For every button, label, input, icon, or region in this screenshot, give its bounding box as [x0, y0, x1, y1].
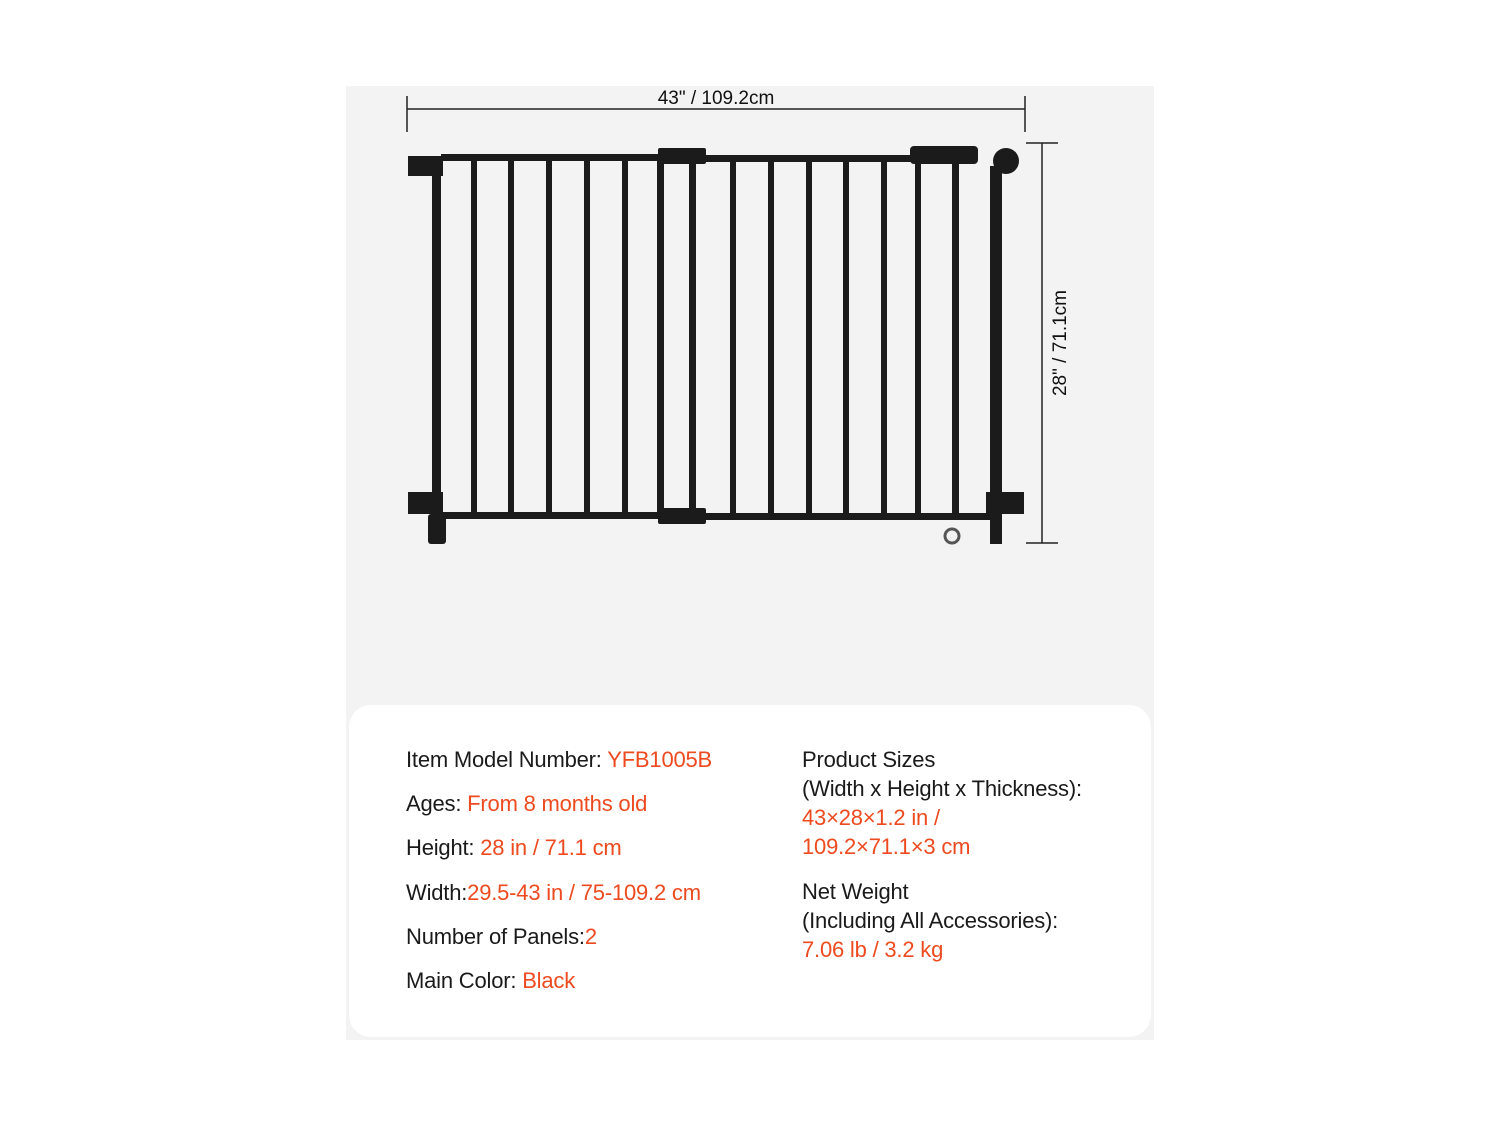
spec-height-value: 28 in / 71.1 cm [480, 835, 622, 861]
spec-card [349, 705, 1151, 1037]
spec-ages-value: From 8 months old [467, 791, 648, 817]
spec-height-label: Height: [406, 835, 481, 861]
spec-model-number [406, 745, 766, 789]
spec-product-sizes [802, 745, 1122, 861]
spec-ages-label: Ages: [406, 791, 468, 817]
spec-sizes-label-1: Product Sizes [802, 747, 936, 772]
spec-width-value: 29.5-43 in / 75-109.2 cm [467, 879, 701, 905]
spec-list-left [406, 745, 766, 1010]
spec-model-label: Item Model Number: [406, 747, 608, 772]
spec-color [406, 966, 766, 1010]
width-dimension-label: 43" / 109.2cm [657, 88, 775, 109]
spec-sizes-value-2: 109.2×71.1×3 cm [802, 834, 971, 859]
spec-ages [406, 789, 766, 833]
spec-panels-label: Number of Panels: [406, 923, 585, 949]
spec-sizes-label-2: (Width x Height x Thickness): [802, 776, 1082, 801]
height-dimension-label: 28" / 71.1cm [1050, 289, 1071, 397]
spec-net-weight [802, 877, 1122, 964]
spec-color-value: Black [522, 967, 576, 993]
spec-model-value: YFB1005B [607, 747, 713, 772]
gate-frame [408, 146, 1024, 544]
spec-height [406, 833, 766, 877]
baby-gate-icon [346, 86, 1154, 706]
spec-list-right [802, 745, 1122, 964]
spec-weight-label-2: (Including All Accessories): [802, 908, 1059, 933]
spec-width [406, 878, 766, 922]
spec-weight-value-1: 7.06 lb / 3.2 kg [802, 937, 944, 962]
spec-color-label: Main Color: [406, 967, 523, 993]
spec-sizes-value-1: 43×28×1.2 in / [802, 805, 940, 830]
spec-width-label: Width: [406, 879, 468, 905]
spec-panels [406, 922, 766, 966]
spec-weight-label-1: Net Weight [802, 879, 909, 904]
spec-panels-value: 2 [584, 923, 597, 949]
